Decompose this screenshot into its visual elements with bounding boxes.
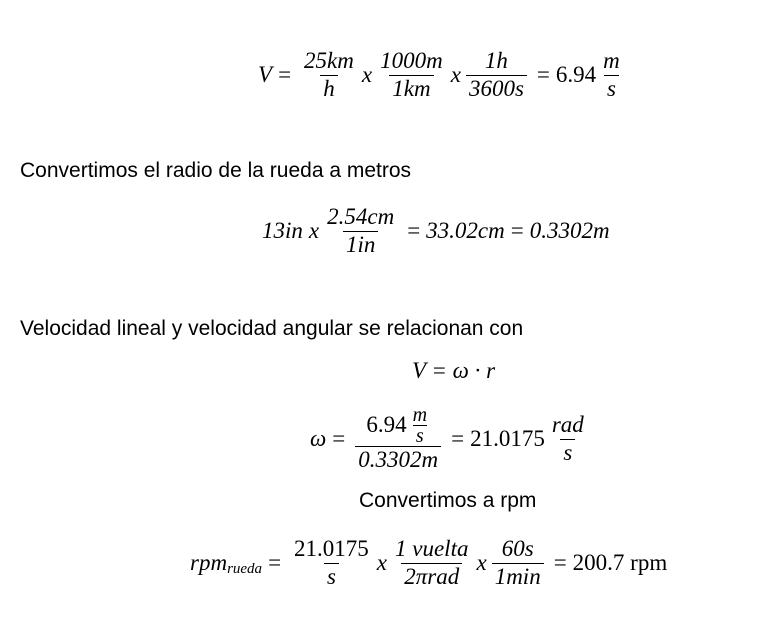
fraction-unit-rad-s: $\frac{\text{rad}}{s}$ <box>551 412 584 465</box>
rpm-heading: Convertimos a rpm <box>359 489 537 512</box>
rpm-subscript: rueda <box>227 560 263 577</box>
times-sign: x <box>450 62 461 87</box>
equals-sign: = <box>268 550 282 575</box>
times-sign: x <box>376 550 388 575</box>
velocity-conversion-equation <box>258 40 627 110</box>
fraction-m-per-km: $\frac{1000m}{1km}$ <box>380 48 443 101</box>
fraction-unit-m-s: $\frac{m}{s}$ <box>603 48 620 101</box>
fraction-rev-per-rad: $\frac{\text{1 vuelta}}{\text{2πrad}}$ <box>395 536 469 589</box>
radius-m-result: 0.3302m <box>529 218 610 243</box>
equals-sign: = <box>536 62 550 87</box>
radius-inches: 13in <box>262 218 303 243</box>
radius-conversion-equation <box>262 196 610 266</box>
equals-sign: = <box>510 218 524 243</box>
fraction-s-per-min: $\frac{60s}{1\min}$ <box>492 536 544 590</box>
equals-sign: = <box>553 550 567 575</box>
times-sign: x <box>361 62 373 87</box>
relation-heading: Velocidad lineal y velocidad angular se relacionan con <box>20 317 524 340</box>
omega-symbol: ω <box>310 426 327 451</box>
fraction-rad-per-s: $\frac{21.0175}{s}$ <box>294 536 369 589</box>
linear-angular-relation: V = ω · r <box>412 358 496 383</box>
radius-heading: Convertimos el radio de la rueda a metros <box>20 159 412 182</box>
omega-result-value: 21.0175 <box>470 426 545 451</box>
velocity-result-value: 6.94 <box>555 62 597 87</box>
times-sign: x <box>476 550 487 575</box>
fraction-omega: 6.94 $\frac{m}{s}$ 0.3302m <box>355 405 441 473</box>
rpm-symbol: rpm <box>190 550 228 575</box>
fraction-h-per-s: $\frac{1h}{3600s}$ <box>466 48 527 102</box>
rpm-equation <box>190 528 667 598</box>
omega-equation <box>310 400 591 478</box>
radius-cm-result: 33.02cm <box>426 218 505 243</box>
rpm-result: 200.7 rpm <box>572 550 668 575</box>
times-sign: x <box>308 218 320 243</box>
fraction-cm-per-in: $\frac{2.54cm}{1in}$ <box>327 204 395 257</box>
equals-sign: = <box>278 62 292 87</box>
fraction-unit-m-s: $\frac{m}{s}$ <box>412 403 428 447</box>
velocity-symbol: V <box>258 62 273 87</box>
equals-sign: = <box>451 426 465 451</box>
equals-sign: = <box>407 218 421 243</box>
equals-sign: = <box>332 426 346 451</box>
fraction-speed: $\frac{25km}{h}$ <box>304 48 354 101</box>
